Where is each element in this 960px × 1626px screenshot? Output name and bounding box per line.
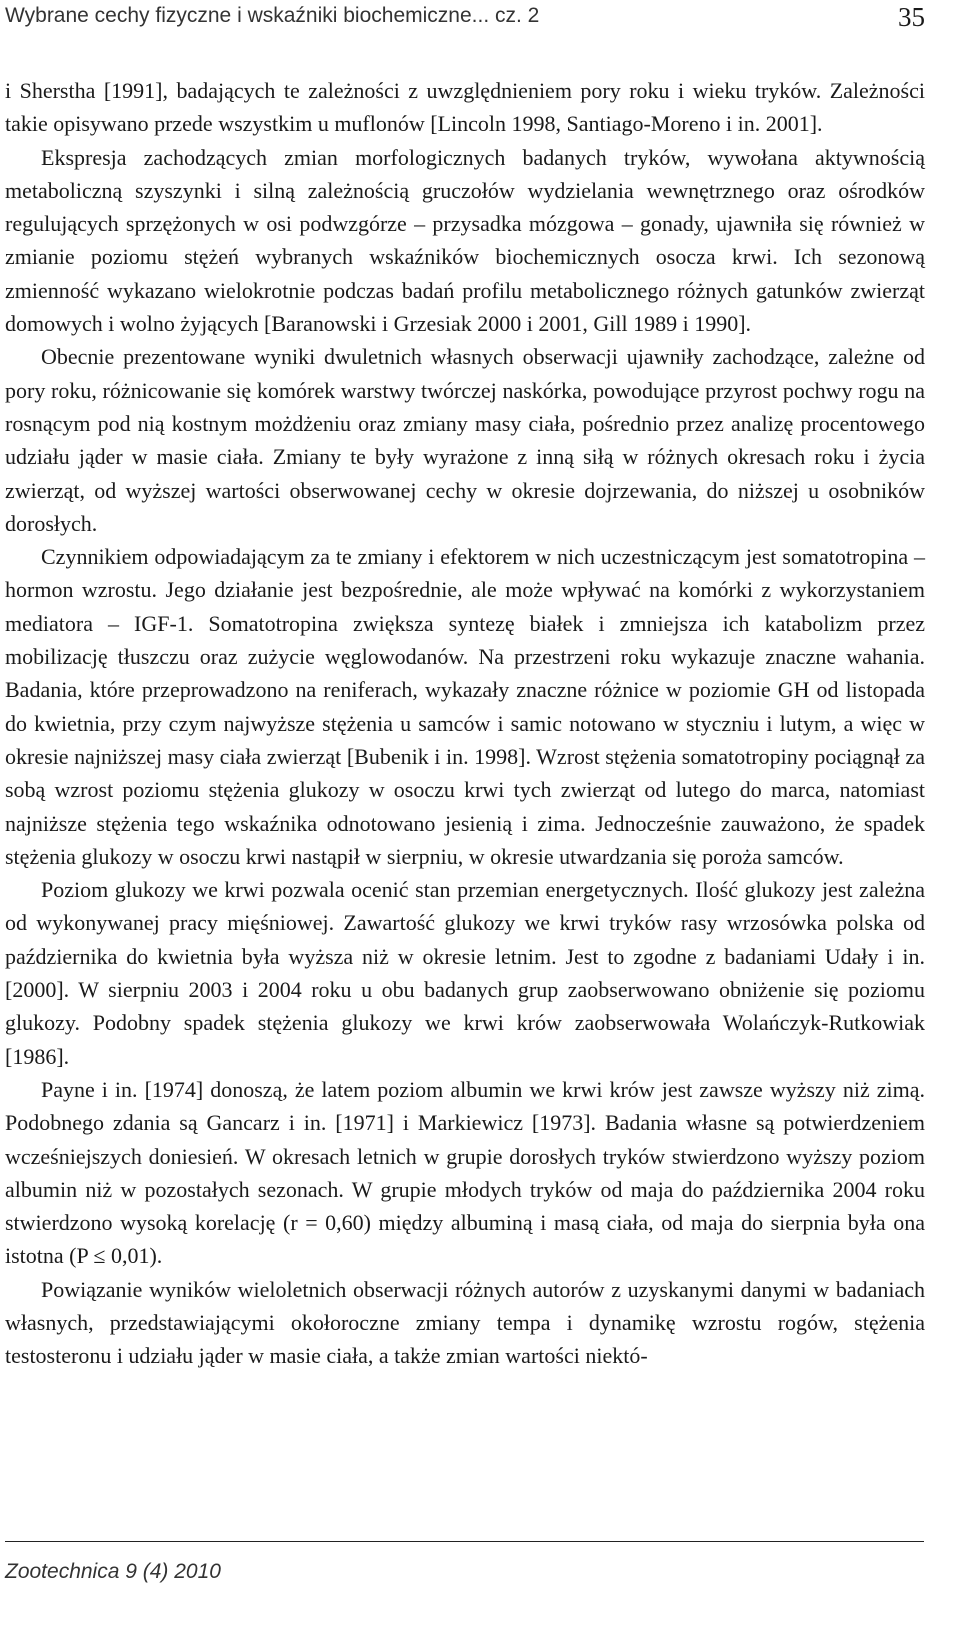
footer-rule <box>5 1541 924 1542</box>
running-title: Wybrane cechy fizyczne i wskaźniki biochemiczne... cz. 2 <box>5 4 540 27</box>
paragraph-continuation: i Sherstha [1991], badających te zależności z uwzględnieniem pory roku i wieku tryków. Zależności takie opisywano przede wszystkim u muflonów [Lincoln 1998, Santiago-Moreno i in. 2001]. <box>5 78 925 137</box>
page-number: 35 <box>898 2 925 32</box>
paragraph-current-results: Obecnie prezentowane wyniki dwuletnich własnych obserwacji ujawniły zachodzące, zależne od pory roku, różnicowanie się komórek warstwy twórczej naskórka, powodujące przyrost pochwy rogu na rosnącym pod nią kostnym możdżeniu oraz zmiany masy ciała, pośrednio przez analizę procentowego udziału jąder w masie ciała. Zmiany te były wyrażone z inną siłą w różnych okresach roku i życia zwierząt, od wyższej wartości obserwowanej cechy w okresie dojrzewania, do niższej u osobników dorosłych. <box>5 344 925 536</box>
paragraph-conclusion: Powiązanie wyników wieloletnich obserwacji różnych autorów z uzyskanymi danymi w badaniach własnych, przedstawiającymi okołoroczne zmiany tempa i dynamikę wzrostu rogów, stężenia testosteronu i udziału jąder w masie ciała, a także zmian wartości niektó- <box>5 1276 925 1369</box>
paragraph-glucose: Poziom glukozy we krwi pozwala ocenić stan przemian energetycznych. Ilość glukozy jest zależna od wykonywanej pracy mięśniowej. Zawartość glukozy we krwi tryków rasy wrzosówka polska od października do kwietnia była wyższa niż w okresie letnim. Jest to zgodne z badaniami Udały i in. [2000]. W sierpniu 2003 i 2004 roku u obu badanych grup zaobserwowano obniżenie się poziomu glukozy. Podobny spadek stężenia glukozy we krwi krów zaobserwowała Wolańczyk-Rutkowiak [1986]. <box>5 877 925 1069</box>
paragraph-somatotropin: Czynnikiem odpowiadającym za te zmiany i efektorem w nich uczestniczącym jest somatotropina – hormon wzrostu. Jego działanie jest bezpośrednie, ale może wpływać na komórki z wykorzystaniem mediatora – IGF-1. Somatotropina zwiększa syntezę białek i zmniejsza ich katabolizm przez mobilizację tłuszczu oraz zużycie węglowodanów. Na przestrzeni roku wykazuje znaczne wahania. Badania, które przeprowadzono na reniferach, wykazały znaczne różnice w poziomie GH od listopada do kwietnia, przy czym najwyższe stężenia u samców i samic notowano w styczniu i lutym, a więc w okresie najniższej masy ciała zwierząt [Bubenik i in. 1998]. Wzrost stężenia somatotropiny pociągnął za sobą wzrost poziomu stężenia glukozy w osoczu krwi tych zwierząt od lutego do marca, natomiast najniższe stężenia tego wskaźnika odnotowano jesienią i zima. Jednocześnie zauważono, że spadek stężenia glukozy w osoczu krwi nastąpił w sierpniu, w okresie utwardzania się poroża samców. <box>5 544 925 869</box>
running-footer: Zootechnica 9 (4) 2010 <box>5 1560 221 1583</box>
paragraph-expression-of-changes: Ekspresja zachodzących zmian morfologicznych badanych tryków, wywołana aktywnością metaboliczną szyszynki i silną zależnością gruczołów wydzielania wewnętrznego oraz ośrodków regulujących sprzężonych w osi podwzgórze – przysadka mózgowa – gonady, ujawniła się również w zmianie poziomu stężeń wybranych wskaźników biochemicznych osocza krwi. Ich sezonową zmienność wykazano wielokrotnie podczas badań profilu metabolicznego różnych gatunków zwierząt domowych i wolno żyjących [Baranowski i Grzesiak 2000 i 2001, Gill 1989 i 1990]. <box>5 144 925 337</box>
body-text <box>5 74 925 1373</box>
running-header <box>5 2 935 36</box>
paragraph-albumin: Payne i in. [1974] donoszą, że latem poziom albumin we krwi krów jest zawsze wyższy niż zimą. Podobnego zdania są Gancarz i in. [1971] i Markiewicz [1973]. Badania własne są potwierdzeniem wcześniejszych doniesień. W okresach letnich w grupie dorosłych tryków stwierdzono wyższy poziom albumin niż w pozostałych sezonach. W grupie młodych tryków od maja do października 2004 roku stwierdzono wysoką korelację (r = 0,60) między albuminą i masą ciała, od maja do sierpnia była ona istotna (P ≤ 0,01). <box>5 1076 925 1269</box>
